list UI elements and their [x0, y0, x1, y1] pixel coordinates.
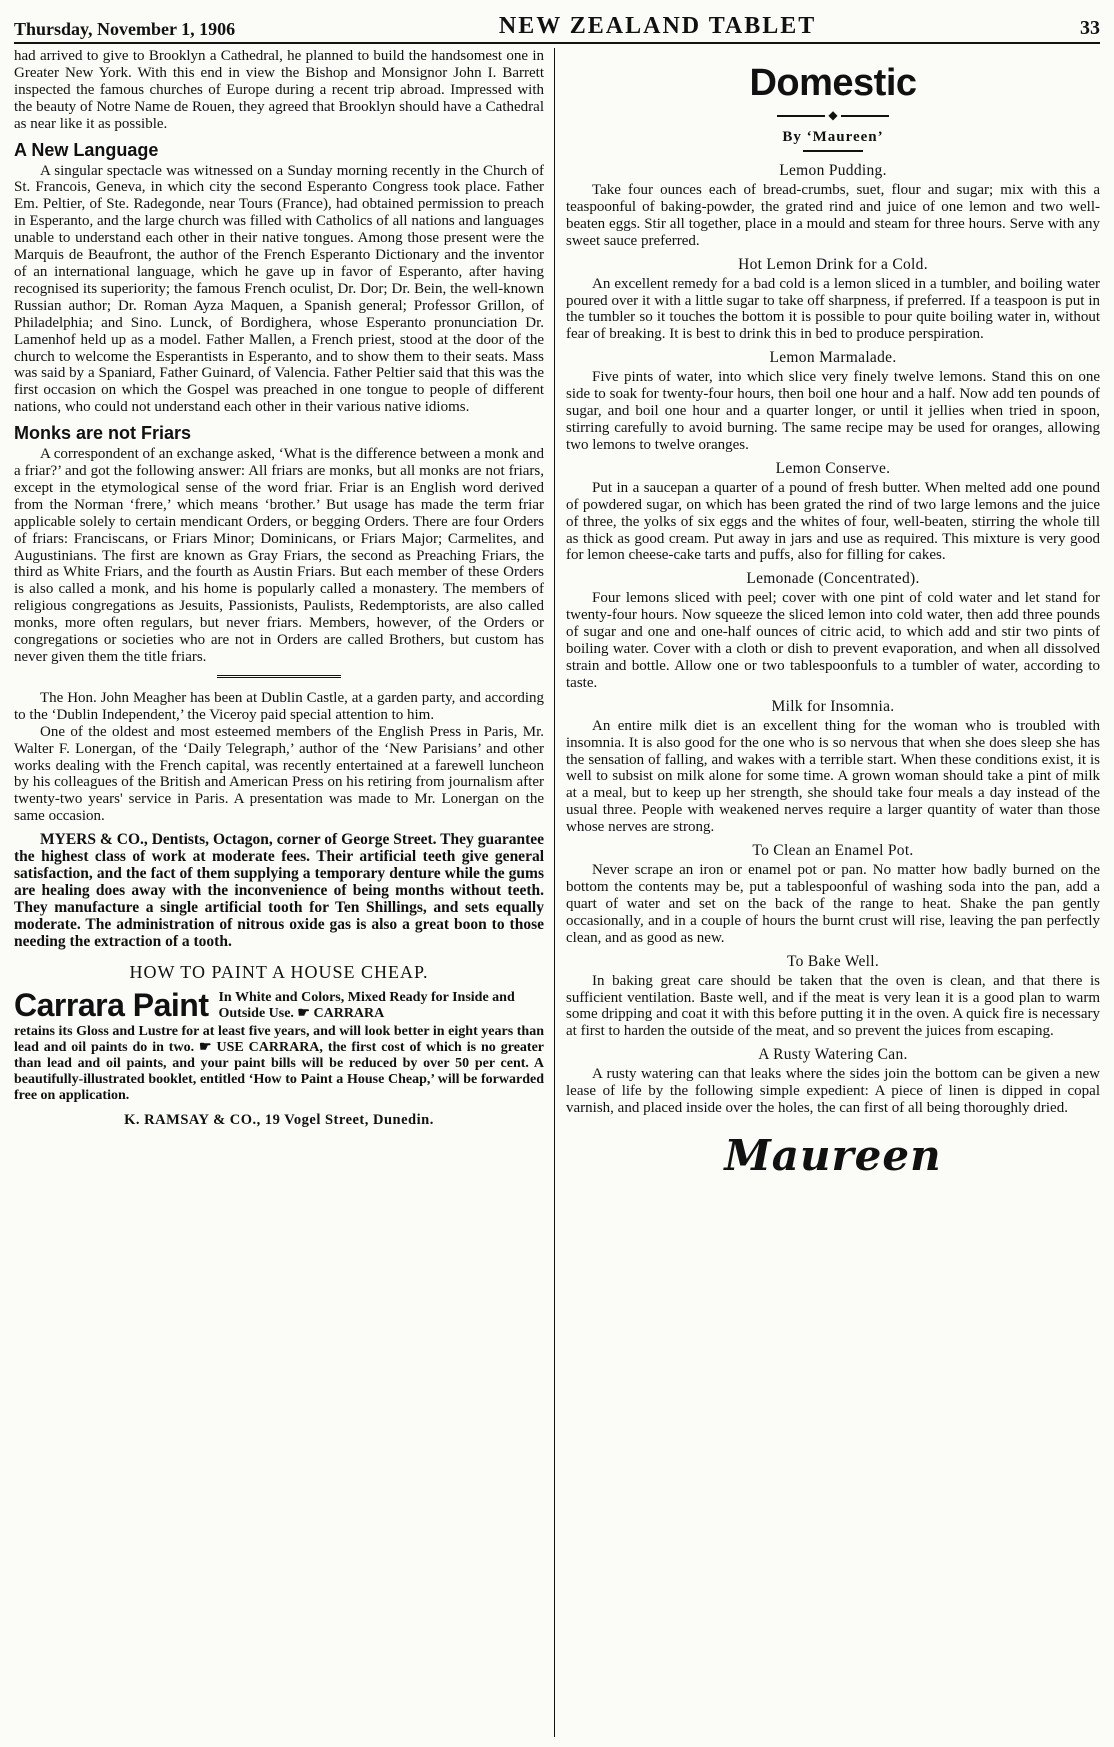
recipe-body: Four lemons sliced with peel; cover with one pint of cold water and let stand for twenty-four hours. Now squeeze the sliced lemon into cold water, then add three pounds of sugar and one and one-half ounces of citric acid, to which add and stir two pints of boiling water. Cover with a cloth or dish to prevent evaporation, and when all dissolved strain and bottle. Allow one or two tablespoonfuls to a tumbler of water, according to taste. [566, 590, 1100, 691]
paint-ad-heading: HOW TO PAINT A HOUSE CHEAP. [129, 962, 429, 983]
byline: By ‘Maureen’ [782, 129, 884, 145]
recipe-body: A rusty watering can that leaks where the sides join the bottom can be given a new lease of life by the following simple expedient: A piece of linen is dipped in copal varnish, and placed inside over the holes, the can first of all being thoroughly dried. [566, 1066, 1100, 1117]
recipe-body: Never scrape an iron or enamel pot or pan. No matter how badly burned on the bottom the contents may be, put a tablespoonful of washing soda into the pan, add a quart of water and set on the back of the range to heat. Shake the pan gently occasionally, and in a couple of hours the burnt crust will rise, leaving the pan perfectly clean, and as good as new. [566, 862, 1100, 946]
byline-rule [803, 150, 863, 152]
language-heading: A New Language [14, 139, 159, 160]
paint-tagline: In White and Colors, Mixed Ready for Inside and Outside Use. ☛ CARRARA [218, 990, 515, 1021]
friars-article-body: A correspondent of an exchange asked, ‘What is the difference between a monk and a friar?’ and got the following answer: All friars are monks, but all monks are not friars, except in the etymological sense of the word friar. Friar is an English word derived from the Norman ‘frere,’ which means ‘brother.’ But usage has made the term friar applicable solely to certain mendicant Orders, or begging Orders. There are four Orders of friars: Franciscans, or Friars Minor; Dominicans, or Friars Major; Carmelites, and Augustinians. The first are known as Gray Friars, the second as Preaching Friars, the third as White Friars, and the fourth as Austin Friars. But each member of these Orders is also called a monk, and his home is popularly called a monastery. The members of religious congregations as Jesuits, Passionists, Paulists, Redemptorists, are also called monks, more often regulars, but never friars. Members, however, of the Orders or congregations or societies who are not in Orders are called Brothers, but custom has never given them the title friars. [14, 446, 544, 665]
recipe-title: Lemonade (Concentrated). [746, 570, 920, 588]
cathedral-article-continued: had arrived to give to Brooklyn a Cathedral, he planned to build the handsomest one in Greater New York. With this end in view the Bishop and Monsignor John I. Barrett inspected the famous churches of Europe during a recent trip abroad. Impressed with the beauty of Notre Name de Rouen, they agreed that Brooklyn should have a Cathedral as near like it as possible. [14, 48, 544, 132]
myers-dentists-ad: MYERS & CO., Dentists, Octagon, corner of George Street. They guarantee the highest class of work at moderate fees. Their artificial teeth give general satisfaction, and the fact of them supplying a temporary denture while the gums are healing does away with the inconvenience of being months without teeth. They manufacture a single artificial tooth for Ten Shillings, and sets equally moderate. The administration of nitrous oxide gas is also a great boon to those needing the extraction of a tooth. [14, 831, 544, 951]
title-ornament: ◆ [566, 109, 1100, 121]
recipe-body: Five pints of water, into which slice very finely twelve lemons. Stand this on one side to soak for twenty-four hours, then boil one hour and a half. Now add ten pounds of sugar, and boil one hour and a quarter longer, or until it jellies when tried in spoon, stirring carefully to avoid burning. The same recipe may be used for oranges, allowing two lemons to twelve oranges. [566, 369, 1100, 453]
domestic-section-title: Domestic [749, 62, 917, 104]
recipe-title: Lemon Pudding. [779, 162, 887, 179]
friars-heading: Monks are not Friars [14, 423, 192, 444]
carrara-paint-ad [14, 962, 544, 1129]
recipe-title: To Bake Well. [786, 952, 880, 970]
recipe-body: In baking great care should be taken that the oven is clean, and that there is sufficient ventilation. Baste well, and if the meat is very lean it is a good plan to warm some dripping and coat it with this before putting it in the oven. A quick fire is necessary at first to harden the outside of the meat, and so prevent the juices from escaping. [566, 972, 1100, 1040]
meagher-paragraph: The Hon. John Meagher has been at Dublin Castle, at a garden party, and according to the ‘Dublin Independent,’ the Viceroy paid special attention to him. [14, 689, 544, 723]
recipe-body: Take four ounces each of bread-crumbs, suet, flour and sugar; mix with this a teaspoonful of baking-powder, the grated rind and juice of one lemon and two well-beaten eggs. Stir all together, place in a mould and steam for three hours. Serve with any sweet sauce preferred. [566, 182, 1100, 249]
recipe-title: Lemon Marmalade. [769, 349, 897, 367]
masthead [14, 6, 1100, 44]
language-article-body: A singular spectacle was witnessed on a Sunday morning recently in the Church of St. Francois, Geneva, in which city the second Esperanto Congress took place. Father Em. Peltier, of Ste. Radegonde, near Tours (France), had obtained permission to preach in Esperanto, and the large church was filled with Catholics of all nations and languages unable to understand each other in their native tongues. Among those present were the Marquis de Beaufront, the author of the French Esperanto Dictionary and the inventor of an international language, which he gave up in favor of Esperanto, after having recognised its superiority; the famous French oculist, Dr. Dor; Dr. Bein, the well-known Russian author; Dr. Roman Ayza Maquen, a Spanish general; Professor Grillon, of Philadelphia; and Sino. Lunck, of Bordighera, whose Esperanto pronunciation Dr. Lamenhof held up as a model. Father Mallen, a French priest, stood at the door of the church to welcome the Esperantists in Esperanto, and to show them to their seats. Mass was said by a Spaniard, Father Guinard, of Valencia. Father Peltier said that this was the first occasion on which the Gospel was preached in one tongue to people of different nations, who could not understand each other in their various native idioms. [14, 162, 544, 416]
lonergan-paragraph: One of the oldest and most esteemed members of the English Press in Paris, Mr. Walter F. Lonergan, of the ‘Daily Telegraph,’ author of the ‘New Parisians’ and other works dealing with the French capital, was recently entertained at a farewell luncheon by his colleagues of the British and American Press on his retiring from journalism after twenty-two years' service in Paris. A presentation was made to Mr. Lonergan on the same occasion. [14, 723, 544, 825]
recipe-body: An entire milk diet is an excellent thing for the woman who is troubled with insomnia. It is also good for the one who is so nervous that when she does sleep she has the sensation of falling, and wakes with a terrible start. When these conditions exist, it is well to subsist on milk alone for some time. A grown woman should take a pint of milk at a meal, but to keep up her strength, she should take four meals a day instead of the usual three. People with weakened nerves require a larger quantity of water than those whose nerves are strong. [566, 717, 1100, 836]
left-column [14, 48, 544, 1737]
recipe-title: A Rusty Watering Can. [758, 1046, 908, 1064]
recipe-title: Lemon Conserve. [775, 459, 891, 477]
recipe-title: Milk for Insomnia. [771, 697, 895, 715]
recipe-body: Put in a saucepan a quarter of a pound of fresh butter. When melted add one pound of powdered sugar, on which has been grated the rind of two large lemons and the juice of three, the yolks of six eggs and the whites of four, well-beaten, stirring the whole till as thick as good cream. Put away in jars and use as required. This mixture is very good for lemon cheese-cake tarts and puffs, also for filling for cakes. [566, 479, 1100, 564]
recipe-title: Hot Lemon Drink for a Cold. [738, 255, 928, 273]
paint-ad-footer: K. RAMSAY & CO., 19 Vogel Street, Dunedin. [124, 1112, 434, 1129]
recipe-body: An excellent remedy for a bad cold is a lemon sliced in a tumbler, and boiling water poured over it with a little sugar to take off sharpness, if preferred. If a teaspoon is put in the tumbler so it touches the bottom it is possible to pour quite boiling water in, without fear of breaking. It is best to drink this in bed to produce perspiration. [566, 275, 1100, 343]
newspaper-title: NEW ZEALAND TABLET [498, 13, 817, 39]
paint-brand-name: Carrara Paint [14, 987, 209, 1024]
section-separator [217, 675, 341, 681]
column-divider [554, 48, 555, 1737]
paint-ad-body: retains its Gloss and Lustre for at least five years, and will look better in eight years than lead and oil paints do in two. ☛ USE CARRARA, the first cost of which is no greater than lead and oil paints, and your paint bills will be reduced by over 50 per cent. A beautifully-illustrated booklet, entitled ‘How to Paint a House Cheap,’ will be forwarded free on application. [14, 1024, 544, 1104]
issue-date: Thursday, November 1, 1906 [14, 19, 236, 39]
paint-ad-brand-row [14, 987, 544, 1024]
maureen-signature: Maureen [724, 1130, 942, 1180]
page-number: 33 [1079, 17, 1100, 39]
recipe-list [566, 162, 1100, 1117]
recipe-title: To Clean an Enamel Pot. [752, 842, 914, 860]
right-column [566, 48, 1100, 1737]
